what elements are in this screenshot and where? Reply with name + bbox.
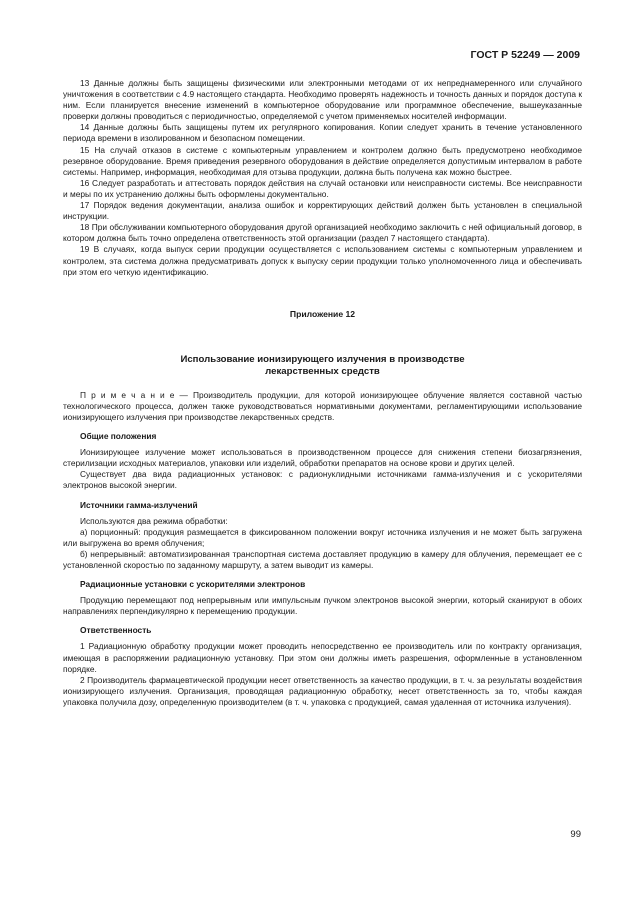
appendix-title-line1: Использование ионизирующего излучения в производстве [180, 353, 465, 365]
item-18: 18 При обслуживании компьютерного оборудования другой организацией необходимо заключить с ней официальный договор, в котором должна быть точно определена ответственность этой организации (раздел 7 настоящего стандарта). [63, 222, 582, 244]
item-15: 15 На случай отказов в системе с компьютерным управлением и контролем должно быть предусмотрено необходимое резервное оборудование. Время приведения резервного оборудования в действие определяется допустимым интервалом в работе системы. Например, информация, необходимая для отзыва продукции, должна быть получена как можно быстрее. [63, 144, 582, 177]
note-text: — Производитель продукции, для которой ионизирующее облучение является составной частью технологического процесса, должен также руководствоваться нормативными документами, регламентирующими использование ионизирующего излучения при производстве лекарственных средств. [63, 389, 582, 422]
page-number: 99 [570, 829, 581, 840]
item-16: 16 Следует разработать и аттестовать порядок действия на случай остановки или неисправности системы. Все неисправности и меры по их устранению должны быть оформлены документально. [63, 177, 582, 199]
section-accelerator-title: Радиационные установки с ускорителями электронов [80, 579, 306, 590]
section-responsibility-title: Ответственность [80, 625, 152, 636]
resp-p1: 1 Радиационную обработку продукции может проводить непосредственно ее производитель или по контракту организация, имеющая в распоряжении радиационную установку. При этом они должны иметь разрешения, оформленные в установленном порядке. [63, 641, 582, 674]
appendix-title-line2: лекарственных средств [265, 366, 380, 378]
note-paragraph [63, 390, 582, 423]
item-17: 17 Порядок ведения документации, анализа ошибок и корректирующих действий должен быть установлен в специальной инструкции. [63, 200, 582, 222]
note-prefix: П р и м е ч а н и е [80, 389, 175, 400]
appendix-label: Приложение 12 [289, 308, 356, 319]
accel-p1: Продукцию перемещают под непрерывным или импульсным пучком электронов высокой энергии, который сканируют в обоих направлениях перпендикулярно к перемещению продукции. [63, 595, 582, 617]
resp-p2: 2 Производитель фармацевтической продукции несет ответственность за качество продукции, в т. ч. за результаты воздействия ионизирующего излучения. Организация, проводящая радиационную обработку, несет ответственность за то, чтобы каждая упаковка получила дозу, определенную производителем (в т. ч. упаковка с продукцией, самая удаленная от источника излучения). [63, 674, 582, 707]
item-19: 19 В случаях, когда выпуск серии продукции осуществляется с использованием системы с компьютерным управлением и контролем, эта система должна предусматривать допуск к выпуску серии продукции только уполномоченного лица и обеспечивать при этом его четкую идентификацию. [63, 244, 582, 277]
general-p2: Существует два вида радиационных установок: с радионуклидными источниками гамма-излучения и с ускорителями электронов высокой энергии. [63, 469, 582, 491]
gamma-p3: б) непрерывный: автоматизированная транспортная система доставляет продукцию в камеру для облучения, перемещает ее с установленной скоростью по заданному маршруту, а затем выводит из камеры. [63, 548, 582, 570]
section-general-title: Общие положения [80, 431, 157, 442]
section-gamma-title: Источники гамма-излучений [80, 499, 198, 510]
gamma-p1: Используются два режима обработки: [80, 515, 228, 526]
standard-header: ГОСТ Р 52249 — 2009 [470, 49, 580, 61]
item-14: 14 Данные должны быть защищены путем их регулярного копирования. Копии следует хранить в течение установленного периода времени в изолированном и безопасном помещении. [63, 122, 582, 144]
page-content [63, 78, 582, 708]
general-p1: Ионизирующее излучение может использоваться в производственном процессе для снижения степени биозагрязнения, стерилизации исходных материалов, упаковки или изделий, обработки препаратов на основе крови и других целей. [63, 447, 582, 469]
appendix-title [63, 354, 582, 379]
item-13: 13 Данные должны быть защищены физическими или электронными методами от их непреднамеренного или случайного уничтожения в соответствии с 4.9 настоящего стандарта. Необходимо проверять надежность и точность данных и порядок доступа к ним. Если планируется внесение изменений в компьютерное оборудование или программное обеспечение, вышеуказанные проверки должны проводиться с периодичностью, определяемой с учетом применяемых носителей информации. [63, 78, 582, 122]
gamma-p2: а) порционный: продукция размещается в фиксированном положении вокруг источника излучения и не может быть загружена или выгружена во время облучения; [63, 526, 582, 548]
